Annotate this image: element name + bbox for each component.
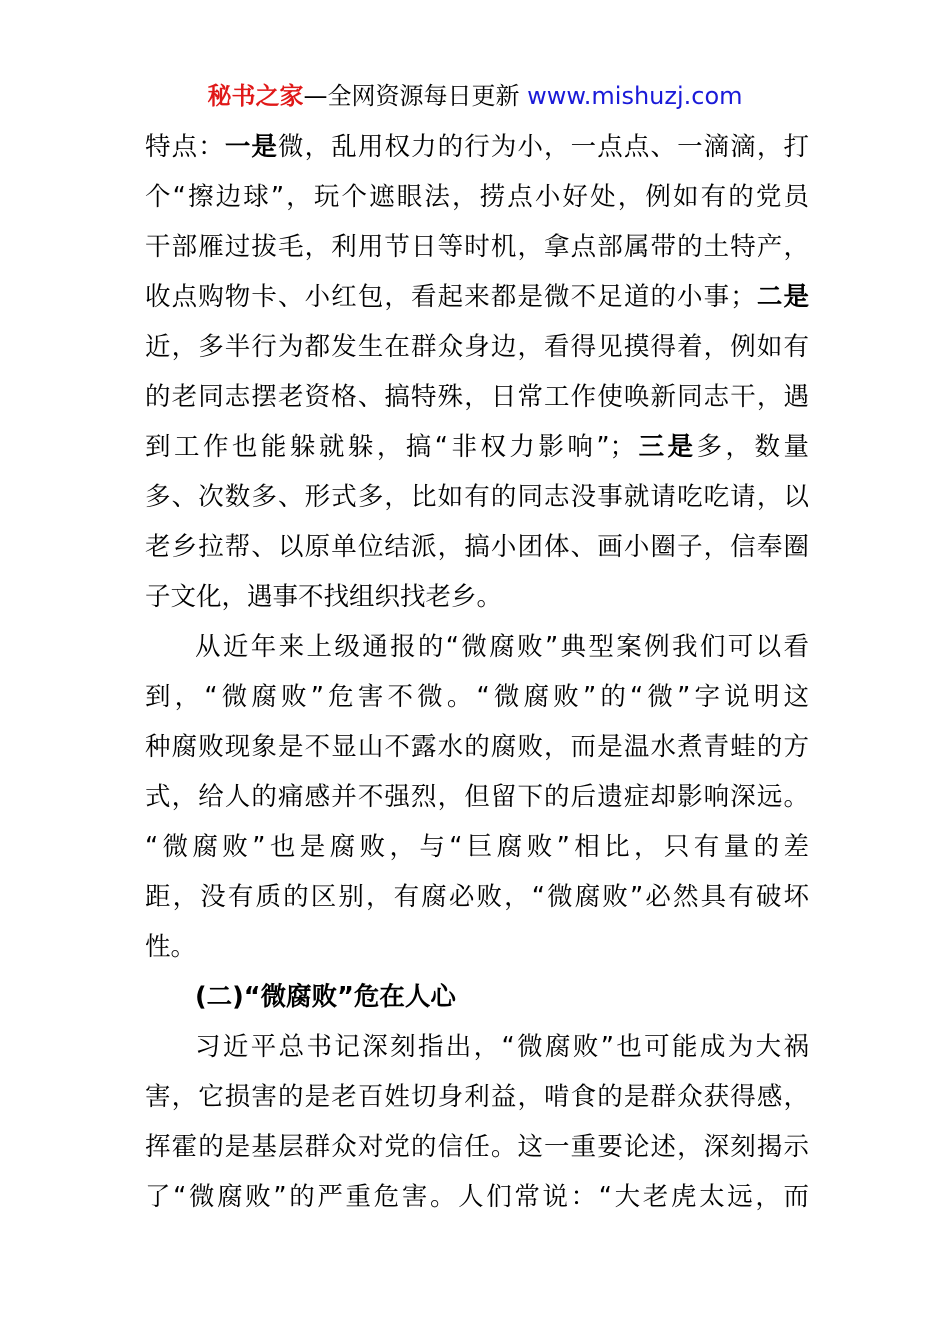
header-url[interactable]: www.mishuzj.com xyxy=(527,82,743,110)
text-line xyxy=(145,422,809,472)
text-span: 到工作也能躲就躲，搞“非权力影响”； xyxy=(145,432,636,462)
text-line: 多、次数多、形式多，比如有的同志没事就请吃吃请，以 xyxy=(145,482,809,512)
text-line: 子文化，遇事不找组织找老乡。 xyxy=(145,582,503,612)
text-span: 特点： xyxy=(145,132,225,162)
text-line: “微腐败”也是腐败，与“巨腐败”相比，只有量的差 xyxy=(145,832,809,862)
paragraph-2 xyxy=(145,622,809,972)
text-line: 从近年来上级通报的“微腐败”典型案例我们可以看 xyxy=(195,632,809,662)
text-span: 微，乱用权力的行为小，一点点、一滴滴，打 xyxy=(278,132,809,162)
document-body xyxy=(145,122,809,1222)
text-line: 了“微腐败”的严重危害。人们常说：“大老虎太远，而 xyxy=(145,1182,809,1212)
emphasis-second: 二是 xyxy=(755,282,809,312)
text-line: 种腐败现象是不显山不露水的腐败，而是温水煮青蛙的方 xyxy=(145,732,809,762)
text-line: 老乡拉帮、以原单位结派，搞小团体、画小圈子，信奉圈 xyxy=(145,532,809,562)
text-span: 多，数量 xyxy=(696,432,809,462)
text-line: 害，它损害的是老百姓切身利益，啃食的是群众获得感， xyxy=(145,1082,809,1112)
text-line: 性。 xyxy=(145,932,197,962)
header-brand: 秘书之家 xyxy=(207,82,304,110)
section-heading: (二)“微腐败”危在人心 xyxy=(195,982,456,1012)
paragraph-1 xyxy=(145,122,809,622)
text-line: 习近平总书记深刻指出，“微腐败”也可能成为大祸 xyxy=(195,1032,809,1062)
text-span: 收点购物卡、小红包，看起来都是微不足道的小事； xyxy=(145,282,756,312)
header-tagline: —全网资源每日更新 xyxy=(303,82,528,110)
text-line: 距，没有质的区别，有腐必败，“微腐败”必然具有破坏 xyxy=(145,882,809,912)
text-line: 式，给人的痛感并不强烈，但留下的后遗症却影响深远。 xyxy=(145,782,809,812)
text-line: 个“擦边球”，玩个遮眼法，捞点小好处，例如有的党员 xyxy=(145,182,809,212)
text-line: 干部雁过拔毛，利用节日等时机，拿点部属带的土特产， xyxy=(145,232,809,262)
text-line: 的老同志摆老资格、搞特殊，日常工作使唤新同志干，遇 xyxy=(145,382,809,412)
page-header xyxy=(0,78,950,114)
text-line: 挥霍的是基层群众对党的信任。这一重要论述，深刻揭示 xyxy=(145,1132,809,1162)
text-line xyxy=(145,272,809,322)
emphasis-third: 三是 xyxy=(635,432,697,462)
text-line: 到，“微腐败”危害不微。“微腐败”的“微”字说明这 xyxy=(145,682,809,712)
text-line: 近，多半行为都发生在群众身边，看得见摸得着，例如有 xyxy=(145,332,809,362)
emphasis-first: 一是 xyxy=(224,132,279,162)
paragraph-3 xyxy=(145,1022,809,1222)
text-line xyxy=(145,122,809,172)
